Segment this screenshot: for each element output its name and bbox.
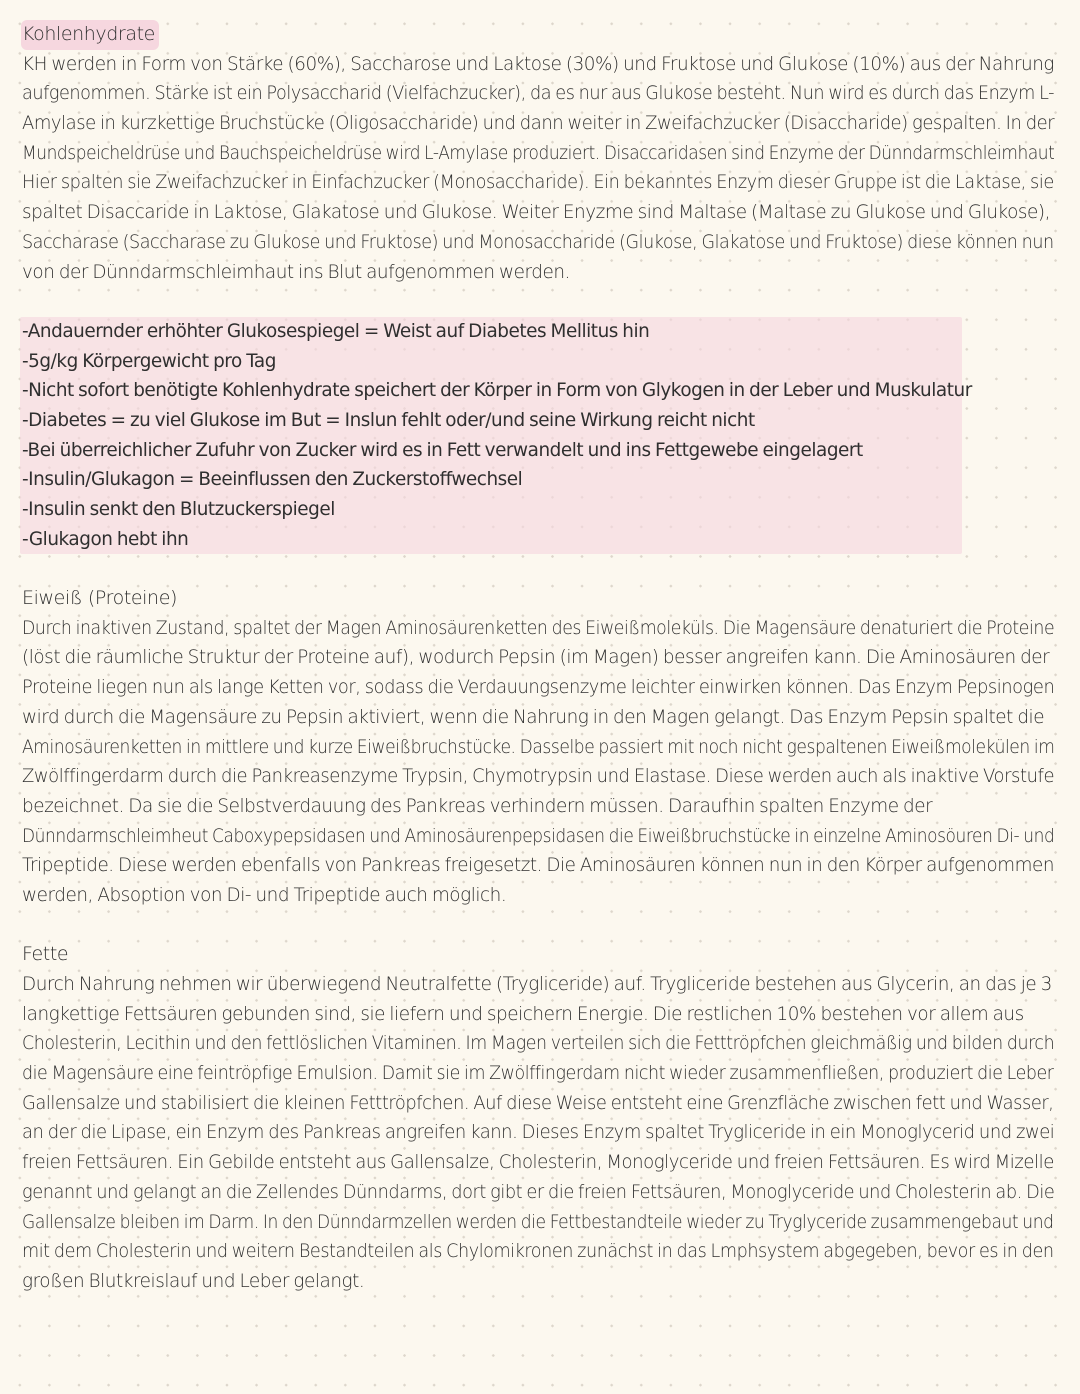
text-line: Durch Nahrung nehmen wir überwiegend Neutralfette (Trygliceride) auf. Trygliceride bestehen aus Glycerin, an das je 3	[22, 974, 1052, 995]
bullet-item: -Diabetes = zu viel Glukose im But = Inslun fehlt oder/und seine Wirkung reicht nicht	[22, 409, 755, 431]
bullet-item: -5g/kg Körpergewicht pro Tag	[22, 350, 276, 372]
bullet-item: -Insulin/Glukagon = Beeinflussen den Zuckerstoffwechsel	[22, 469, 523, 491]
text-line: KH werden in Form von Stärke (60%), Saccharose und Laktose (30%) und Fruktose und Glukose (10%) aus der Nahrung	[22, 53, 1054, 75]
text-line: die Magensäure eine feintröpfige Emulsion. Damit sie im Zwölffingerdam nicht wieder zusammenfließen, produziert die Leber	[22, 1063, 1054, 1085]
text-line: Gallensalze bleiben im Darm. In den Dünndarmzellen werden die Fettbestandteile wieder zu Tryglyceride zusammengebaut und	[22, 1211, 1054, 1233]
text-line: großen Blutkreislauf und Leber gelangt.	[22, 1270, 365, 1292]
text-line: bezeichnet. Da sie die Selbstverdauung des Pankreas verhindern müssen. Daraufhin spalten Enzyme der	[22, 795, 933, 817]
bullet-item: -Nicht sofort benötigte Kohlenhydrate speichert der Körper in Form von Glykogen in der Leber und Muskulatur	[22, 380, 972, 402]
paragraph-kohlenhydrate	[22, 50, 1055, 288]
text-line: Durch inaktiven Zustand, spaltet der Magen Aminosäurenketten des Eiweißmoleküls. Die Magensäure denaturiert die Proteine	[22, 617, 1055, 639]
text-line: von der Dünndarmschleimhaut ins Blut aufgenommen werden.	[22, 261, 570, 283]
text-line: Gallensalze und stabilisiert die kleinen Fetttröpfchen. Auf diese Weise entsteht eine Grenzfläche zwischen fett und Wasser,	[22, 1092, 1054, 1114]
text-line: Cholesterin, Lecithin und den fettlöslichen Vitaminen. Im Magen verteilen sich die Fetttröpfchen gleichmäßig und bilden durch	[22, 1033, 1055, 1055]
paragraph-eiweiss	[22, 614, 1055, 911]
text-line: mit dem Cholesterin und weitern Bestandteilen als Chylomikronen zunächst in das Lmphsystem abgegeben, bevor es in den	[22, 1241, 1054, 1263]
bullet-item: -Bei überreichlicher Zufuhr von Zucker wird es in Fett verwandelt und ins Fettgewebe eingelagert	[22, 439, 863, 461]
bullet-item: -Glukagon hebt ihn	[22, 528, 189, 550]
text-line: spaltet Disaccaride in Laktose, Glakatose und Glukose. Weiter Enyzme sind Maltase (Maltase zu Glukose und Glukose),	[22, 202, 1051, 224]
spacer	[22, 554, 1052, 584]
section-heading: Kohlenhydrate	[21, 20, 159, 50]
section-heading: Fette	[22, 943, 69, 966]
section-eiweiss	[22, 584, 1055, 911]
text-line: Saccharase (Saccharase zu Glukose und Fruktose) und Monosaccharide (Glukose, Glakatose und Fruktose) diese können nun	[22, 231, 1054, 253]
text-line: (löst die räumliche Struktur der Proteine auf), wodurch Pepsin (im Magen) besser angreifen kann. Die Aminosäuren der	[22, 647, 1050, 669]
paragraph-fette	[22, 970, 1055, 1297]
text-line: Tripeptide. Diese werden ebenfalls von Pankreas freigesetzt. Die Aminosäuren können nun in den Körper aufgenommen	[22, 855, 1055, 877]
text-line: Zwölffingerdarm durch die Pankreasenzyme Trypsin, Chymotrypsin und Elastase. Diese werden auch als inaktive Vorstufe	[22, 766, 1055, 788]
text-line: Proteine liegen nun als lange Ketten vor, sodass die Verdauungsenzyme leichter einwirken können. Das Enzym Pepsinogen	[22, 677, 1055, 699]
note-page	[22, 20, 1055, 1297]
text-line: an der die Lipase, ein Enzym des Pankreas angreifen kann. Dieses Enzym spaltet Trygliceride in ein Monoglycerid und zwei	[22, 1122, 1055, 1144]
text-line: werden, Absoption von Di- und Tripeptide auch möglich.	[22, 884, 507, 906]
text-line: langkettige Fettsäuren gebunden sind, sie liefern und speichern Energie. Die restlichen 10% bestehen vor allem aus	[22, 1003, 1024, 1025]
spacer	[22, 287, 1052, 317]
text-line: genannt und gelangt an die Zellendes Dünndarms, dort gibt er die freien Fettsäuren, Monoglyceride und Cholesterin ab. Die	[22, 1181, 1055, 1203]
spacer	[22, 911, 1052, 941]
text-line: Dünndarmschleimheut Caboxypepsidasen und Aminosäurenpepsidasen die Eiweißbruchstücke in einzelne Aminosöuren Di- und	[22, 825, 1055, 847]
bullet-item: -Andauernder erhöhter Glukosespiegel = Weist auf Diabetes Mellitus hin	[22, 320, 650, 342]
text-line: Mundspeicheldrüse und Bauchspeicheldrüse wird L-Amylase produziert. Disaccaridasen sind Enzyme der Dünndarmschleimhaut	[22, 142, 1055, 164]
section-kohlenhydrate	[22, 20, 1055, 287]
text-line: wird durch die Magensäure zu Pepsin aktiviert, wenn die Nahrung in den Magen gelangt. Das Enzym Pepsin spaltet die	[22, 706, 1045, 728]
text-line: Hier spalten sie Zweifachzucker in Einfachzucker (Monosaccharide). Ein bekanntes Enzym dieser Gruppe ist die Laktase, sie	[22, 172, 1054, 194]
bullet-item: -Insulin senkt den Blutzuckerspiegel	[22, 499, 335, 520]
text-line: Aminosäurenketten in mittlere und kurze Eiweißbruchstücke. Dasselbe passiert mit noch nicht gespaltenen Eiweißmolekülen im	[22, 736, 1055, 758]
section-heading: Eiweiß (Proteine)	[22, 587, 177, 610]
text-line: Amylase in kurzkettige Bruchstücke (Oligosaccharide) und dann weiter in Zweifachzucker (Disaccharide) gespalten. In der	[22, 113, 1055, 135]
text-line: freien Fettsäuren. Ein Gebilde entsteht aus Gallensalze, Cholesterin, Monoglyceride und freien Fettsäuren. Es wird Mizelle	[22, 1152, 1054, 1174]
section-fette	[22, 940, 1055, 1296]
text-line: aufgenommen. Stärke ist ein Polysaccharid (Vielfachzucker), da es nur aus Glukose besteht. Nun wird es durch das Enzym L-	[22, 83, 1055, 105]
highlighted-notes	[20, 317, 972, 555]
